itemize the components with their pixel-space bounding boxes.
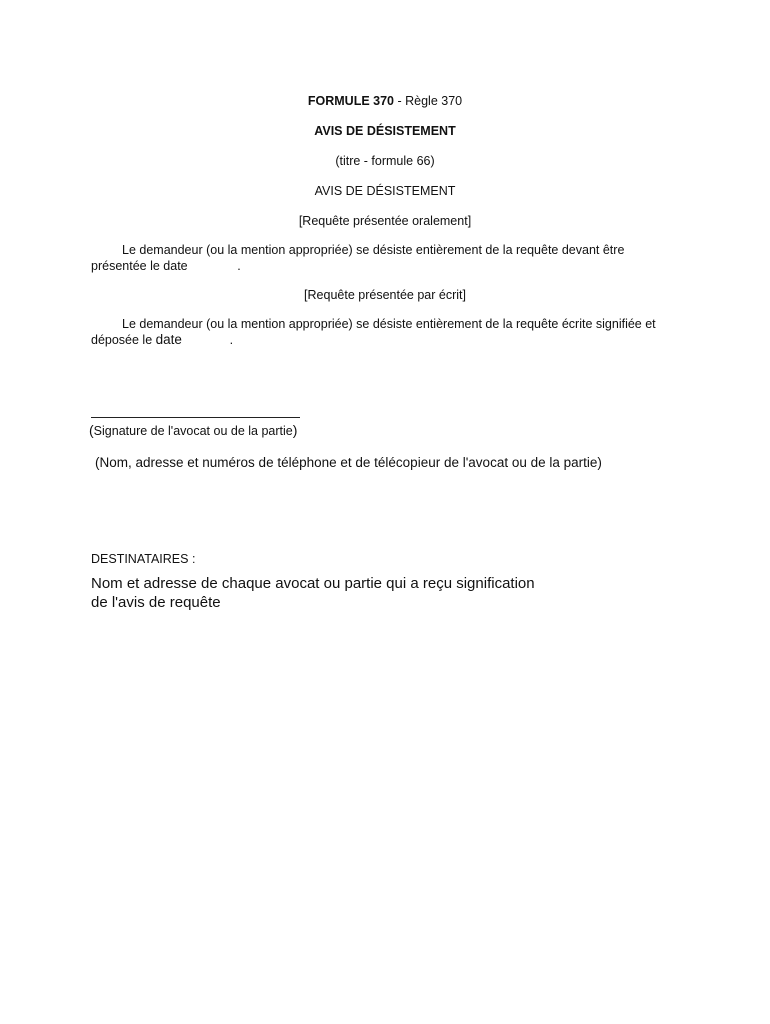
written-motion-line-2 <box>91 332 681 348</box>
oral-motion-paragraph <box>91 242 681 274</box>
signature-close-paren: ) <box>292 422 298 438</box>
oral-motion-heading: [Requête présentée oralement] <box>298 214 472 228</box>
signature-open-paren: ( <box>89 422 94 438</box>
rule-reference: - Règle 370 <box>394 94 463 108</box>
oral-motion-date-label: présentée le <box>91 259 160 273</box>
written-motion-date-label: déposée le <box>91 333 153 347</box>
signature-line[interactable] <box>91 417 300 418</box>
contact-info-caption: (Nom, adresse et numéros de téléphone et de télécopieur de l'avocat ou de la partie) <box>95 455 602 470</box>
written-motion-paragraph <box>91 316 681 348</box>
document-title-repeat: AVIS DE DÉSISTEMENT <box>314 184 456 198</box>
written-motion-line-1: Le demandeur (ou la mention appropriée) se désiste entièrement de la requête écrite signifiée et <box>122 317 656 331</box>
signature-caption <box>89 422 297 439</box>
written-motion-date-field[interactable]: date <box>155 332 182 347</box>
recipients-label: DESTINATAIRES : <box>91 552 196 566</box>
recipients-line-1: Nom et adresse de chaque avocat ou partie qui a reçu signification <box>91 575 535 592</box>
form-number: FORMULE 370 <box>307 94 395 108</box>
signature-label: Signature de l'avocat ou de la partie <box>93 424 293 438</box>
oral-motion-date-field[interactable]: date <box>163 259 188 273</box>
oral-motion-line-2 <box>91 258 681 274</box>
oral-motion-period: . <box>237 259 241 273</box>
document-title: AVIS DE DÉSISTEMENT <box>314 124 456 138</box>
recipients-line-2: de l'avis de requête <box>91 594 221 611</box>
oral-motion-line-1: Le demandeur (ou la mention appropriée) se désiste entièrement de la requête devant être <box>122 243 625 257</box>
title-note: (titre - formule 66) <box>335 154 435 168</box>
written-motion-period: . <box>229 333 234 347</box>
written-motion-heading: [Requête présentée par écrit] <box>304 288 466 302</box>
form-header <box>0 93 770 109</box>
